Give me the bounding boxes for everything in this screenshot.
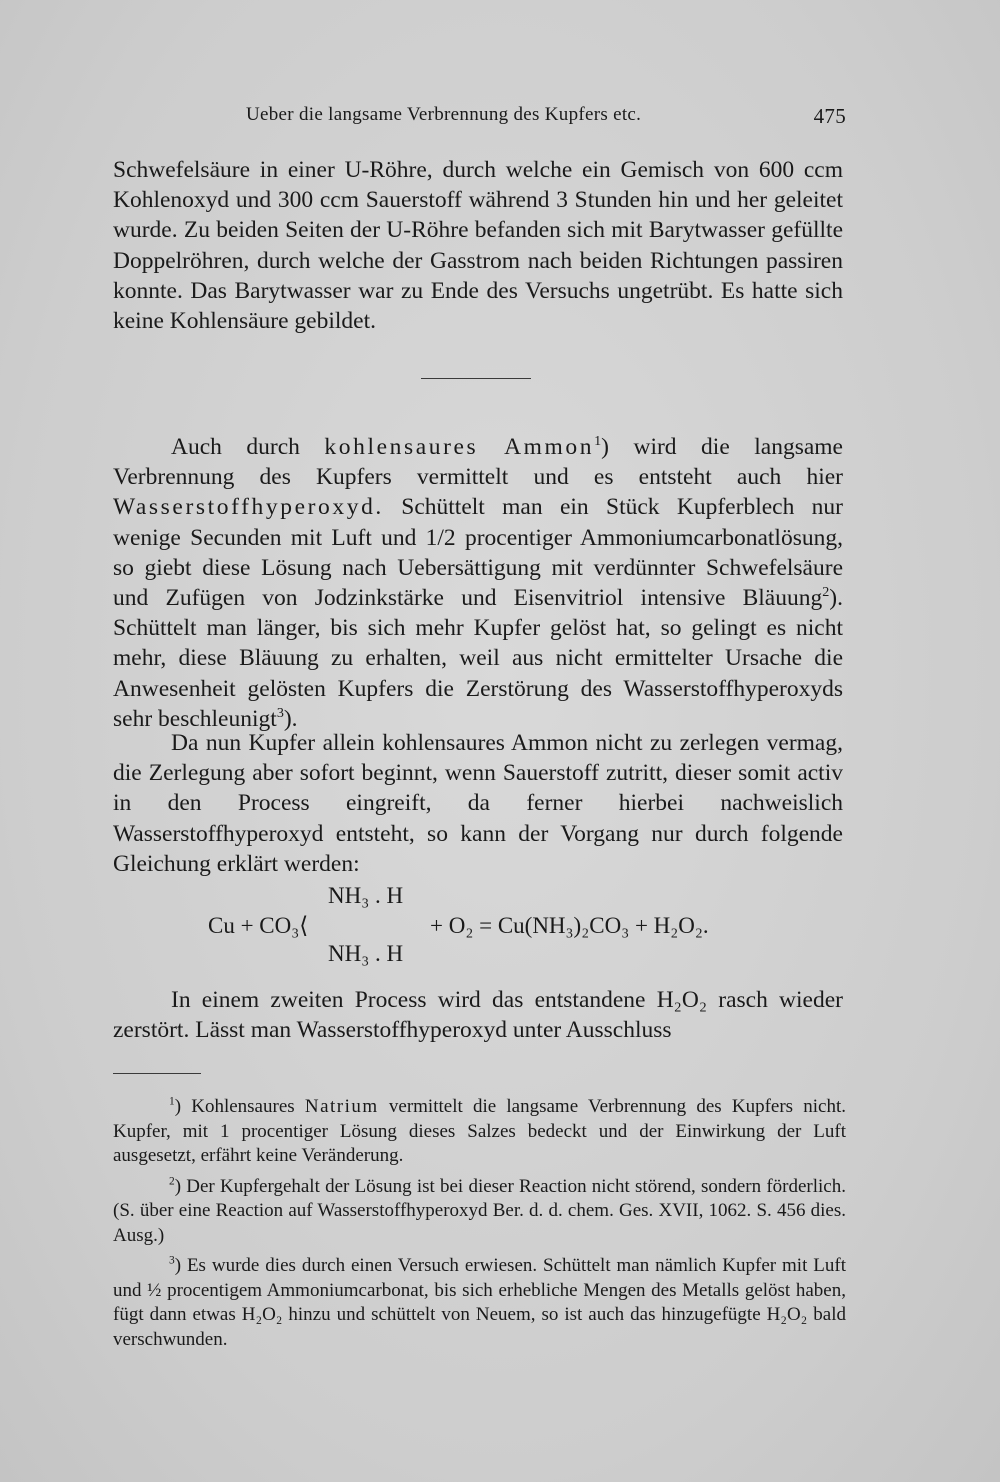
footnote-1 [113,1095,846,1169]
footnote-divider [113,1073,201,1074]
text-run: ). [283,705,298,732]
paragraph-1: Schwefelsäure in einer U-Röhre, durch welche ein Gemisch von 600 ccm Kohlenoxyd und 300 ccm Sauerstoff während 3 Stunden hin und her geleitet wurde. Zu beiden Seiten der U-Röhre befanden sich mit Barytwasser gefüllte Doppelröhren, durch welche der Gasstrom nach beiden Richtungen passiren konnte. Das Barytwasser war zu Ende des Versuchs ungetrübt. Es hatte sich keine Kohlensäure gebildet. [113,157,843,335]
section-divider [421,378,531,379]
footnote-text: vermittelt die langsame Verbrennung des Kupfers nicht. Kupfer, mit 1 procentiger Lösung dieses Salzes bedeckt und der Einwirkung der Luft ausgesetzt, erfährt keine Veränderung. [113,1096,846,1166]
page-number: 475 [813,104,846,128]
paragraph-second-process [113,985,843,1045]
text-run: ). Schüttelt man länger, bis sich mehr Kupfer gelöst hat, so gelingt es nicht mehr, diese Bläuung zu erhalten, weil aus nicht ermittelter Ursache die Anwesenheit gelösten Kupfers die Zerstörung des Wasserstoffhyperoxyds sehr beschleunigt [113,585,843,732]
footnote-text: ) Es wurde dies durch einen Versuch erwiesen. Schüttelt man nämlich Kupfer mit Luft und ½ procentigem Ammoniumcarbonat, bis sich erhebliche Mengen des Metalls gelöst haben, fügt dann etwas H₂O₂ hinzu und schüttelt von Neuem, so ist auch das hinzugefügte H₂O₂ bald verschwunden. [113,1255,846,1350]
spaced-term: kohlensaures Ammon [324,434,595,460]
paragraph-continuation [113,155,843,336]
footnote-ref: 2 [822,584,830,601]
footnotes [113,1095,846,1358]
equation-left: Cu + CO₃⟨ [208,913,309,938]
equation-branch-bottom: NH₃ . H [328,941,404,966]
text-run: ) wird die langsame Verbrennung des Kupfers vermittelt und es entsteht auch hier [113,434,843,491]
footnote-ref: 3 [276,705,284,721]
paragraph-4: In einem zweiten Process wird das entstandene H₂O₂ rasch wieder zerstört. Lässt man Wasserstoffhyperoxyd unter Ausschluss [113,987,843,1044]
text-run: Schüttelt man ein Stück Kupferblech nur wenige Secunden mit Luft und [113,494,843,551]
footnote-ref: 1 [594,433,602,450]
paragraph-ammon [113,432,843,734]
chemical-equation [200,880,840,970]
fraction: 1/2 [425,524,456,551]
footnote-text: ) Kohlensaures [174,1096,305,1117]
text-run: procentiger Ammoniumcarbonatlösung, so giebt diese Lösung nach Uebersättigung mit verdünnter Schwefelsäure und Zufügen von Jodzinkstärke und Eisenvitriol intensive Bläuung [113,524,843,612]
footnote-mark: 2 [169,1175,175,1188]
spaced-term: Wasserstoffhyperoxyd. [113,494,384,521]
paragraph-reasoning [113,728,843,879]
footnote-mark: 3 [169,1254,175,1267]
footnote-2 [113,1175,846,1249]
footnote-mark: 1 [169,1095,175,1108]
equation-right: + O₂ = Cu(NH₃)₂CO₃ + H₂O₂. [430,913,709,938]
footnote-text: ) Der Kupfergehalt der Lösung ist bei dieser Reaction nicht störend, sondern förderlich. (S. über eine Reaction auf Wasserstoffhyperoxyd Ber. d. d. chem. Ges. XVII, 1062. S. 456 dies. Ausg.) [113,1175,846,1246]
footnote-3 [113,1254,846,1352]
paragraph-3: Da nun Kupfer allein kohlensaures Ammon nicht zu zerlegen vermag, die Zerlegung aber sofort beginnt, wenn Sauerstoff zutritt, dieser somit activ in den Process eingreift, da ferner hierbei nachweislich Wasserstoffhyperoxyd entsteht, so kann der Vorgang nur durch folgende Gleichung erklärt werden: [113,730,843,877]
spaced-term: Natrium [304,1096,379,1117]
paragraph-2 [113,432,843,734]
running-title: Ueber die langsame Verbrennung des Kupfers etc. [246,104,642,125]
equation-branch-top: NH₃ . H [328,883,404,908]
text-run: Auch durch [171,434,325,460]
